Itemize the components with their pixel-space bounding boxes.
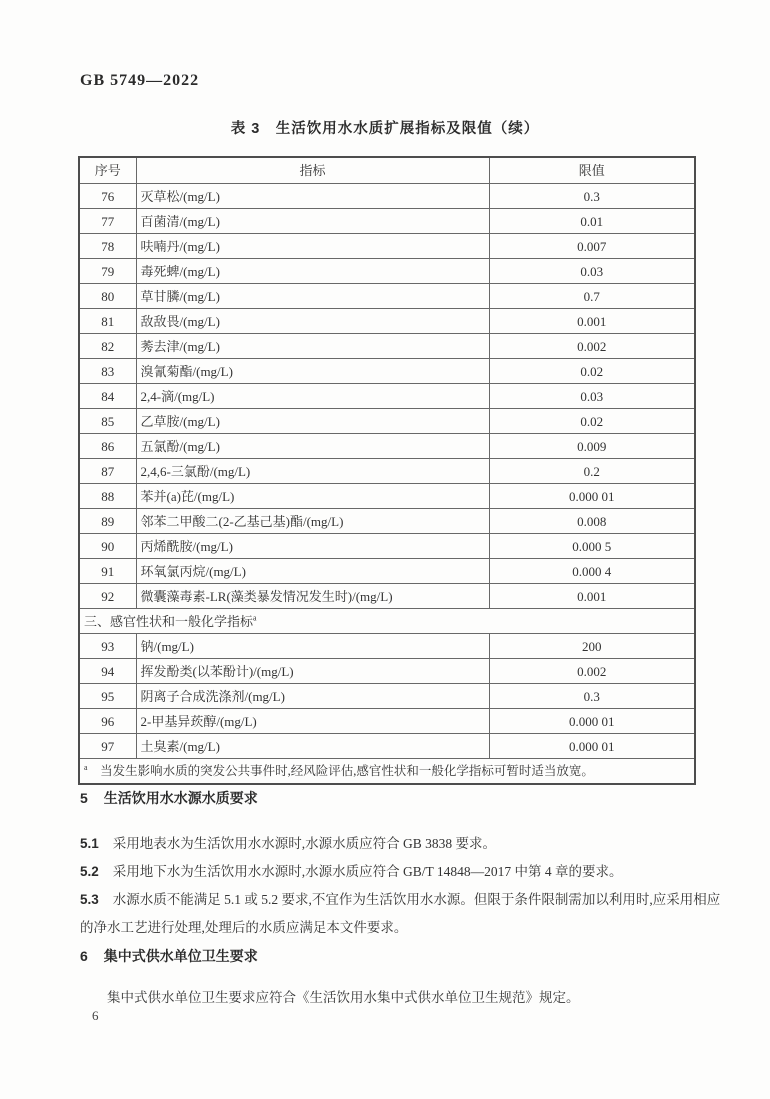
table-row	[79, 734, 695, 759]
table-cell-limit: 0.007	[489, 234, 695, 259]
table-row	[79, 409, 695, 434]
table-cell-limit: 0.2	[489, 459, 695, 484]
section5-number: 5	[80, 790, 88, 806]
table-cell-limit: 0.000 4	[489, 559, 695, 584]
table-row	[79, 509, 695, 534]
table-cell-indicator: 阴离子合成洗涤剂/(mg/L)	[136, 684, 489, 709]
table-cell-limit: 0.000 01	[489, 734, 695, 759]
table-cell-indicator: 呋喃丹/(mg/L)	[136, 234, 489, 259]
table-section-row	[79, 609, 695, 634]
section6-title: 集中式供水单位卫生要求	[103, 948, 258, 964]
table-cell-limit: 0.03	[489, 259, 695, 284]
water-quality-table	[78, 156, 696, 785]
table-row	[79, 259, 695, 284]
section-row-label: 三、感官性状和一般化学指标$^a$	[79, 609, 695, 634]
table-row	[79, 234, 695, 259]
table-cell-indicator: 草甘膦/(mg/L)	[136, 284, 489, 309]
table-cell-limit: 0.3	[489, 184, 695, 209]
table-cell-no: 95	[79, 684, 136, 709]
table-cell-no: 80	[79, 284, 136, 309]
table-cell-no: 81	[79, 309, 136, 334]
table-cell-no: 79	[79, 259, 136, 284]
table-row	[79, 359, 695, 384]
clause-5-3-number: 5.3	[80, 892, 99, 907]
table-cell-indicator: 苯并(a)芘/(mg/L)	[136, 484, 489, 509]
table-row	[79, 384, 695, 409]
table-row	[79, 484, 695, 509]
table-cell-indicator: 丙烯酰胺/(mg/L)	[136, 534, 489, 559]
clause-5-1-text: 采用地表水为生活饮用水水源时,水源水质应符合 GB 3838 要求。	[112, 836, 497, 851]
clause-5-2-number: 5.2	[80, 864, 99, 879]
column-header-indicator: 指标	[136, 157, 489, 184]
clause-5-2	[80, 858, 732, 886]
table-cell-limit: 200	[489, 634, 695, 659]
clause-5-2-text: 采用地下水为生活饮用水水源时,水源水质应符合 GB/T 14848—2017 中第 4 章的要求。	[112, 864, 623, 879]
table-row	[79, 534, 695, 559]
section-row-footnote-marker: a	[253, 613, 257, 623]
table-row	[79, 334, 695, 359]
section6-heading	[80, 946, 258, 966]
table-cell-no: 91	[79, 559, 136, 584]
table-cell-limit: 0.001	[489, 584, 695, 609]
section5-heading	[80, 788, 258, 808]
table-cell-indicator: 五氯酚/(mg/L)	[136, 434, 489, 459]
table-row	[79, 434, 695, 459]
table-cell-limit: 0.3	[489, 684, 695, 709]
table-row	[79, 584, 695, 609]
table-cell-indicator: 毒死蜱/(mg/L)	[136, 259, 489, 284]
table-row	[79, 559, 695, 584]
table-cell-limit: 0.008	[489, 509, 695, 534]
table-cell-indicator: 百菌清/(mg/L)	[136, 209, 489, 234]
table-row	[79, 309, 695, 334]
table-cell-limit: 0.000 01	[489, 484, 695, 509]
table-cell-indicator: 溴氰菊酯/(mg/L)	[136, 359, 489, 384]
table-cell-no: 76	[79, 184, 136, 209]
table-cell-limit: 0.02	[489, 359, 695, 384]
table-cell-no: 78	[79, 234, 136, 259]
table-header	[79, 157, 695, 184]
section6-paragraph: 集中式供水单位卫生要求应符合《生活饮用水集中式供水单位卫生规范》规定。	[107, 990, 580, 1005]
footnote-marker: a	[84, 762, 88, 772]
table-body	[79, 184, 695, 759]
table-cell-no: 86	[79, 434, 136, 459]
column-header-limit: 限值	[489, 157, 695, 184]
table-cell-no: 89	[79, 509, 136, 534]
table-row	[79, 284, 695, 309]
table-row	[79, 209, 695, 234]
table-cell-indicator: 邻苯二甲酸二(2-乙基己基)酯/(mg/L)	[136, 509, 489, 534]
standard-number: GB 5749—2022	[80, 72, 200, 89]
table-cell-limit: 0.02	[489, 409, 695, 434]
clause-5-1-number: 5.1	[80, 836, 99, 851]
table-cell-no: 92	[79, 584, 136, 609]
table-cell-no: 85	[79, 409, 136, 434]
table-footer	[79, 759, 695, 785]
clause-5-3	[80, 886, 732, 942]
table-cell-indicator: 灭草松/(mg/L)	[136, 184, 489, 209]
table-cell-limit: 0.001	[489, 309, 695, 334]
table-cell-no: 77	[79, 209, 136, 234]
table-cell-indicator: 莠去津/(mg/L)	[136, 334, 489, 359]
page-number: 6	[92, 1008, 99, 1023]
table-row	[79, 709, 695, 734]
table-row	[79, 684, 695, 709]
section5-title: 生活饮用水水源水质要求	[103, 790, 258, 806]
table-cell-no: 96	[79, 709, 136, 734]
table-cell-indicator: 微囊藻毒素-LR(藻类暴发情况发生时)/(mg/L)	[136, 584, 489, 609]
footnote-row	[79, 759, 695, 785]
table-cell-indicator: 挥发酚类(以苯酚计)/(mg/L)	[136, 659, 489, 684]
table-cell-no: 93	[79, 634, 136, 659]
table-cell-limit: 0.002	[489, 659, 695, 684]
table-cell-no: 88	[79, 484, 136, 509]
table-header-row	[79, 157, 695, 184]
table-cell-indicator: 2,4-滴/(mg/L)	[136, 384, 489, 409]
table-cell-limit: 0.03	[489, 384, 695, 409]
table-row	[79, 634, 695, 659]
table-cell-limit: 0.009	[489, 434, 695, 459]
table-title: 表 3 生活饮用水水质扩展指标及限值（续）	[230, 121, 540, 137]
table-cell-no: 83	[79, 359, 136, 384]
table-cell-indicator: 乙草胺/(mg/L)	[136, 409, 489, 434]
table-cell-indicator: 土臭素/(mg/L)	[136, 734, 489, 759]
table-cell-no: 90	[79, 534, 136, 559]
footnote-cell	[79, 759, 695, 785]
table-cell-no: 97	[79, 734, 136, 759]
table-cell-no: 87	[79, 459, 136, 484]
table-cell-indicator: 环氧氯丙烷/(mg/L)	[136, 559, 489, 584]
table-cell-limit: 0.000 01	[489, 709, 695, 734]
table-cell-limit: 0.01	[489, 209, 695, 234]
table-cell-no: 84	[79, 384, 136, 409]
table-cell-indicator: 敌敌畏/(mg/L)	[136, 309, 489, 334]
table-cell-no: 82	[79, 334, 136, 359]
table-row	[79, 659, 695, 684]
table-cell-indicator: 2,4,6-三氯酚/(mg/L)	[136, 459, 489, 484]
clause-5-1	[80, 830, 732, 858]
table-cell-limit: 0.7	[489, 284, 695, 309]
clause-5-3-text: 水源水质不能满足 5.1 或 5.2 要求,不宜作为生活饮用水水源。但限于条件限制需加以利用时,应采用相应的净水工艺进行处理,处理后的水质应满足本文件要求。	[80, 892, 721, 935]
table-cell-limit: 0.000 5	[489, 534, 695, 559]
column-header-no: 序号	[79, 157, 136, 184]
table-cell-indicator: 钠/(mg/L)	[136, 634, 489, 659]
table-row	[79, 459, 695, 484]
table-cell-limit: 0.002	[489, 334, 695, 359]
footnote-text: 当发生影响水质的突发公共事件时,经风险评估,感官性状和一般化学指标可暂时适当放宽。	[100, 763, 594, 778]
section6-number: 6	[80, 948, 88, 964]
table-cell-indicator: 2-甲基异莰醇/(mg/L)	[136, 709, 489, 734]
table-cell-no: 94	[79, 659, 136, 684]
table-row	[79, 184, 695, 209]
